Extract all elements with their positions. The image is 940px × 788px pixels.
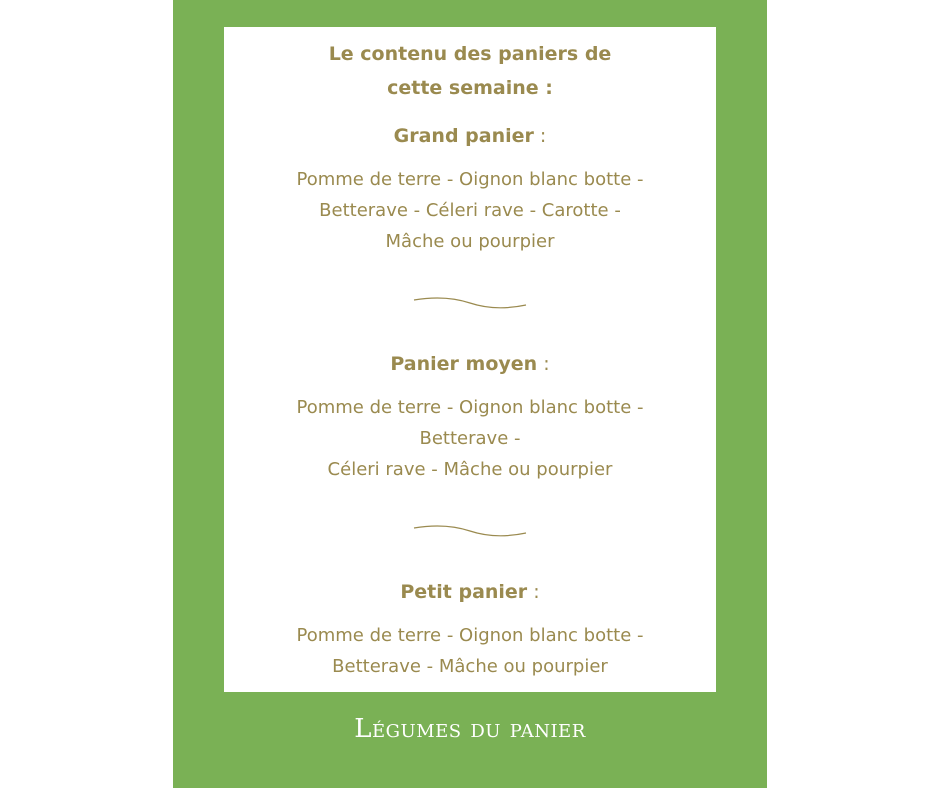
item-line: Betterave - Mâche ou pourpier: [332, 656, 608, 677]
item-line: Betterave - Céleri rave - Carotte -: [319, 200, 621, 221]
section-title-panier-moyen: [224, 352, 716, 376]
section-items-petit-panier: [224, 620, 716, 682]
title-line-1: Le contenu des paniers de: [328, 43, 612, 65]
item-line: Betterave -: [419, 428, 521, 449]
poster: [173, 0, 767, 788]
section-name: Grand panier: [393, 125, 534, 147]
footer-caption: Légumes du panier: [354, 714, 586, 744]
section-name: Petit panier: [400, 581, 528, 603]
section-name: Panier moyen: [390, 353, 538, 375]
wave-divider: [412, 295, 528, 311]
item-line: Pomme de terre - Oignon blanc botte -: [296, 169, 644, 190]
content-card: [224, 27, 716, 692]
section-title-petit-panier: [224, 580, 716, 604]
item-line: Pomme de terre - Oignon blanc botte -: [296, 397, 644, 418]
section-items-panier-moyen: [224, 392, 716, 485]
item-line: Pomme de terre - Oignon blanc botte -: [296, 625, 644, 646]
section-suffix: :: [537, 353, 550, 375]
section-suffix: :: [533, 125, 547, 147]
section-items-grand-panier: [224, 164, 716, 257]
wave-divider: [412, 523, 528, 539]
section-suffix: :: [527, 581, 540, 603]
section-title-grand-panier: [224, 124, 716, 148]
title-line-2: cette semaine :: [387, 77, 553, 99]
item-line: Céleri rave - Mâche ou pourpier: [327, 459, 613, 480]
item-line: Mâche ou pourpier: [385, 231, 555, 252]
page-title: [224, 37, 716, 105]
